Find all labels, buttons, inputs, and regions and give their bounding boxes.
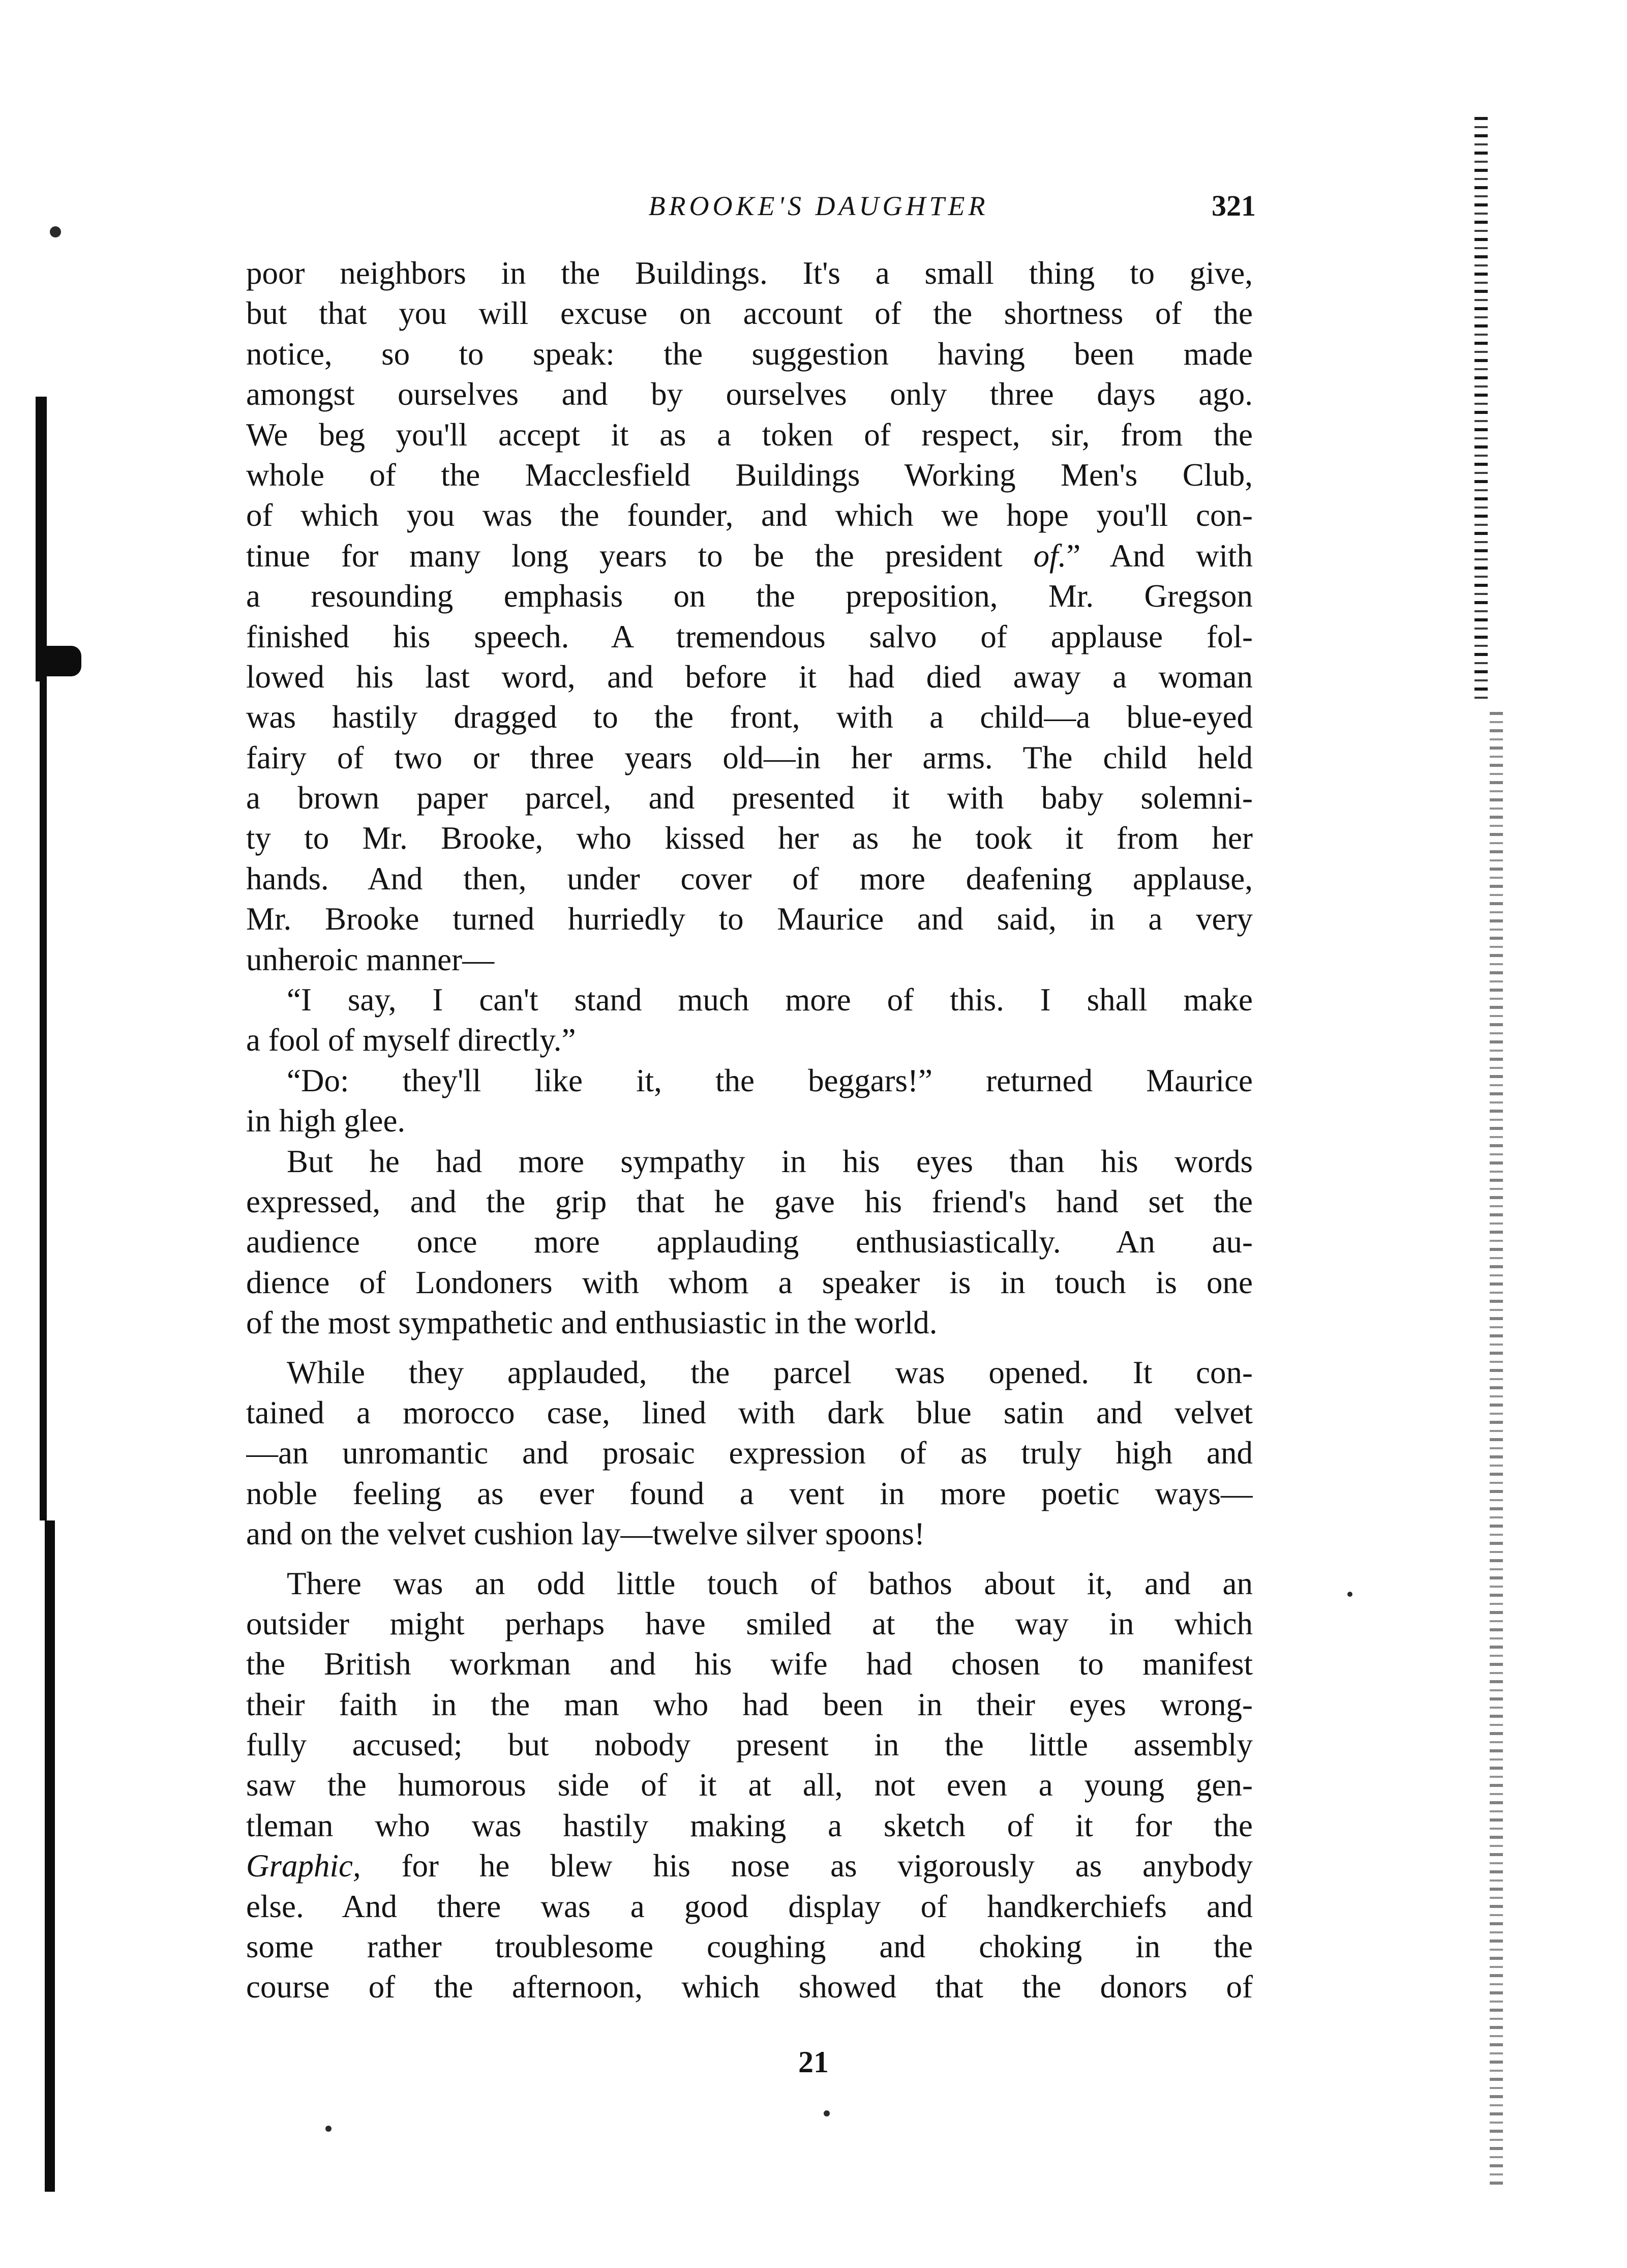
italic-word: Graphic, [246,1848,361,1884]
text-line: a resounding emphasis on the preposition, Mr. Gregson [246,578,1253,614]
text-line: a brown paper parcel, and presented it with baby solemni- [246,780,1253,816]
text-segment: ” And with [1066,538,1253,574]
text-line: in high glee. [246,1103,406,1139]
text-line: “Do: they'll like it, the beggars!” returned Maurice [287,1062,1253,1098]
text-line: poor neighbors in the Buildings. It's a small thing to give, [246,255,1253,291]
text-line: lowed his last word, and before it had died away a woman [246,659,1253,695]
ink-speck [824,2110,830,2116]
text-line: finished his speech. A tremendous salvo of applause fol- [246,618,1253,654]
text-line: saw the humorous side of it at all, not even a young gen- [246,1767,1253,1803]
text-line: outsider might perhaps have smiled at the way in which [246,1605,1253,1642]
text-line: of which you was the founder, and which we hope you'll con- [246,497,1253,533]
text-line: —an unromantic and prosaic expression of as truly high and [246,1435,1253,1471]
text-line: hands. And then, under cover of more deafening applause, [246,860,1253,897]
text-line: but that you will excuse on account of the shortness of the [246,295,1253,332]
text-line: Mr. Brooke turned hurriedly to Maurice and said, in a very [246,901,1253,937]
text-line: We beg you'll accept it as a token of respect, sir, from the [246,416,1253,453]
text-line: whole of the Macclesfield Buildings Working Men's Club, [246,457,1253,493]
text-line: else. And there was a good display of handkerchiefs and [246,1888,1253,1924]
text-line: fairy of two or three years old—in her arms. The child held [246,739,1253,775]
text-line: ty to Mr. Brooke, who kissed her as he took it from her [246,820,1253,856]
left-margin-blot [36,646,81,676]
running-head [0,188,1627,239]
text-line: While they applauded, the parcel was opened. It con- [287,1354,1253,1390]
text-line: fully accused; but nobody present in the little assembly [246,1727,1253,1763]
text-line: and on the velvet cushion lay—twelve silver spoons! [246,1516,925,1552]
text-line-with-italic [246,536,1253,576]
text-line-with-italic [246,1846,1253,1886]
signature-mark: 21 [798,2045,829,2079]
text-line: was hastily dragged to the front, with a child—a blue-eyed [246,699,1253,735]
italic-word: of. [1033,538,1067,574]
text-line: But he had more sympathy in his eyes than his words [287,1143,1253,1179]
running-title: BROOKE'S DAUGHTER [648,191,989,221]
right-edge-scan-noise [1490,712,1503,2187]
text-line: notice, so to speak: the suggestion having been made [246,336,1253,372]
text-line: audience once more applauding enthusiastically. An au- [246,1224,1253,1260]
left-margin-binding-shadow [40,681,47,1520]
left-margin-binding-shadow [36,397,47,681]
text-line: course of the afternoon, which showed that the donors of [246,1969,1253,2005]
text-line: There was an odd little touch of bathos about it, and an [287,1565,1253,1601]
text-line: tleman who was hastily making a sketch of it for the [246,1807,1253,1843]
text-line: amongst ourselves and by ourselves only three days ago. [246,376,1253,412]
text-segment: tinue for many long years to be the president [246,538,1003,574]
text-segment: for he blew his nose as vigorously as anybody [401,1848,1253,1884]
text-line: tained a morocco case, lined with dark blue satin and velvet [246,1394,1253,1430]
text-line: the British workman and his wife had chosen to manifest [246,1646,1253,1682]
ink-speck [325,2126,332,2132]
text-line: some rather troublesome coughing and choking in the [246,1929,1253,1965]
text-line: expressed, and the grip that he gave his friend's hand set the [246,1183,1253,1219]
body-text [246,253,1253,2008]
text-line: a fool of myself directly.” [246,1022,576,1058]
text-line: dience of Londoners with whom a speaker is in touch is one [246,1264,1253,1300]
page-number: 321 [1212,189,1256,222]
text-line: of the most sympathetic and enthusiastic in the world. [246,1305,938,1341]
text-line: “I say, I can't stand much more of this. I shall make [287,982,1253,1018]
left-margin-binding-shadow [45,1520,55,2192]
text-line: unheroic manner— [246,941,495,977]
text-line: their faith in the man who had been in their eyes wrong- [246,1686,1253,1722]
ink-speck [1347,1592,1352,1597]
text-line: noble feeling as ever found a vent in more poetic ways— [246,1475,1253,1511]
